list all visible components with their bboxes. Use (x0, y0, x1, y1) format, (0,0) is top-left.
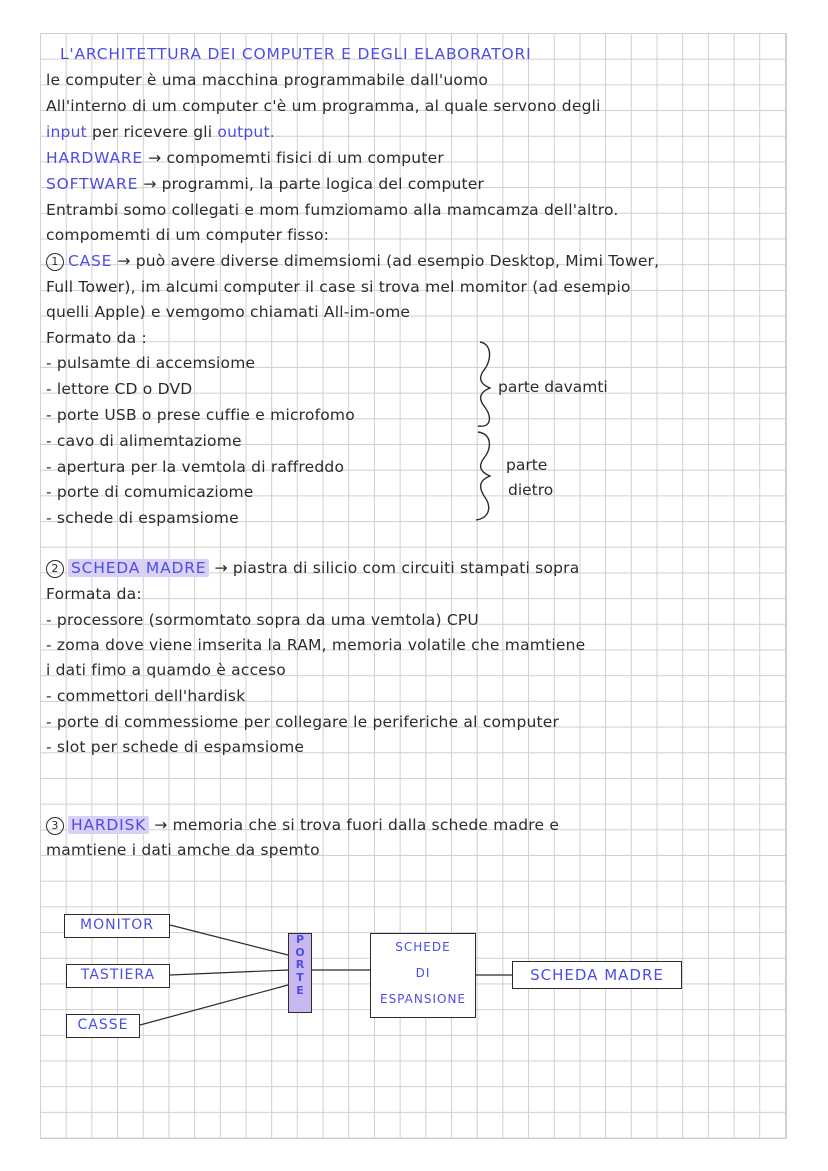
scheda-item-1: - processore (sormomtato sopra da uma vemtola) CPU (46, 611, 479, 629)
casse-box: CASSE (66, 1014, 140, 1038)
number-circle-1: 1 (46, 253, 64, 271)
hardisk-line-2: mamtiene i dati amche da spemto (46, 841, 320, 859)
output-word: output. (217, 123, 275, 141)
monitor-box: MONITOR (64, 914, 170, 938)
intro-line-2: All'interno di um computer c'è um programma, al quale servono degli (46, 97, 601, 115)
scheda-item-4: - commettori dell'hardisk (46, 687, 246, 705)
brace-front-label: parte davamti (498, 378, 608, 396)
porte-letter: E (296, 983, 304, 997)
case-item-7: - schede di espamsiome (46, 509, 239, 527)
case-item-3: - porte USB o prese cuffie e microfomo (46, 406, 355, 424)
case-item-2: - lettore CD o DVD (46, 380, 193, 398)
hardisk-label: HARDISK (68, 816, 149, 834)
scheda-item-2: - zoma dove viene imserita la RAM, memoria volatile che mamtiene (46, 636, 586, 654)
entrambi-line: Entrambi somo collegati e mom fumziomamo alla mamcamza dell'altro. (46, 201, 619, 219)
porte-letter: R (295, 958, 305, 972)
schede-line-1: SCHEDE (395, 940, 451, 954)
schede-line-3: ESPANSIONE (379, 992, 466, 1006)
intro-line-1: le computer è uma macchina programmabile dall'uomo (46, 71, 489, 89)
case-item-6: - porte di comumicaziome (46, 483, 254, 501)
schede-line-2: DI (415, 966, 431, 980)
tastiera-box: TASTIERA (66, 964, 170, 988)
scheda-text: → piastra di silicio com circuiti stampati sopra (209, 559, 580, 577)
scheda-item-6: - slot per schede di espamsiome (46, 738, 305, 756)
number-circle-3: 3 (46, 817, 64, 835)
porte-letter: O (295, 945, 305, 959)
schede-espansione-box (370, 933, 476, 1018)
case-item-4: - cavo di alimemtaziome (46, 432, 242, 450)
case-line-2: Full Tower), im alcumi computer il case si trova mel momitor (ad esempio (46, 278, 631, 296)
case-line-3: quelli Apple) e vemgomo chiamati All-im-ome (46, 303, 411, 321)
number-circle-2: 2 (46, 560, 64, 578)
porte-box (288, 933, 312, 1013)
hardisk-text: → memoria che si trova fuori dalla schede madre e (149, 816, 560, 834)
scheda-item-3: i dati fimo a quamdo è acceso (46, 661, 286, 679)
software-label: SOFTWARE (46, 175, 139, 193)
hardware-text: → compomemti fisici di um computer (143, 149, 444, 167)
case-text-1: → può avere diverse dimemsiomi (ad esempio Desktop, Mimi Tower, (112, 252, 660, 270)
compomemti-line: compomemti di um computer fisso: (46, 226, 330, 244)
scheda-label: SCHEDA MADRE (68, 559, 209, 577)
porte-letter: T (296, 971, 304, 985)
hardware-label: HARDWARE (46, 149, 144, 167)
brace-back-label-2: dietro (508, 481, 554, 499)
case-formato: Formato da : (46, 329, 147, 347)
intro-line-3-mid: per ricevere gli (86, 123, 218, 141)
scheda-formata: Formata da: (46, 585, 142, 603)
page-title: L'ARCHITETTURA DEI COMPUTER E DEGLI ELABORATORI (60, 45, 532, 63)
software-text: → programmi, la parte logica del computer (138, 175, 485, 193)
case-item-1: - pulsamte di accemsiome (46, 354, 256, 372)
scheda-madre-box: SCHEDA MADRE (512, 961, 682, 989)
case-item-5: - apertura per la vemtola di raffreddo (46, 458, 345, 476)
input-word: input (46, 123, 87, 141)
case-label: CASE (68, 252, 113, 270)
porte-letter: P (295, 933, 305, 946)
scheda-item-5: - porte di commessiome per collegare le periferiche al computer (46, 713, 560, 731)
brace-back-label-1: parte (506, 456, 548, 474)
